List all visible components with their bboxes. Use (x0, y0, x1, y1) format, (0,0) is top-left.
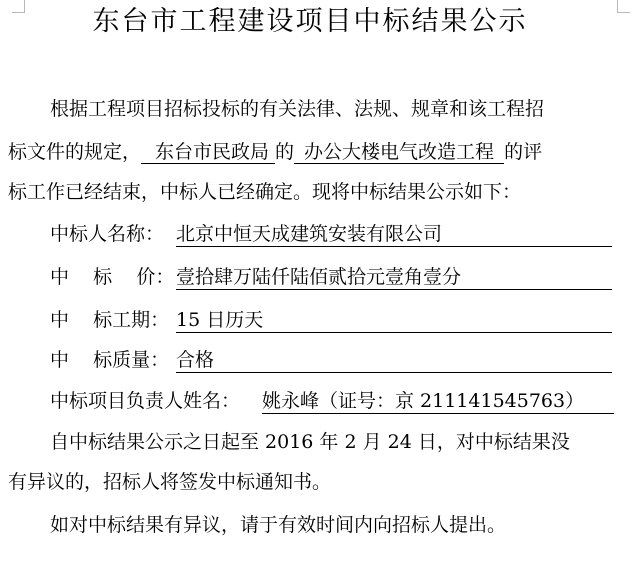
period-value-underline (176, 308, 612, 333)
quality-value-underline (176, 348, 612, 373)
tenderer-name: 东台市民政局 (141, 141, 275, 164)
intro-line-2-mid: 的 (275, 141, 295, 163)
winner-value-underline (176, 222, 612, 247)
manager-label: 中标项目负责人姓名： (50, 390, 241, 412)
period-label: 中 标工期： (50, 309, 170, 331)
period-value: 15 日历天 (176, 309, 264, 331)
intro-line-1: 根据工程项目招标投标的有关法律、法规、规章和该工程招 (50, 98, 545, 120)
notice-line-3: 如对中标结果有异议，请于有效时间内向招标人提出。 (50, 514, 507, 536)
quality-row (50, 348, 215, 372)
winner-row (50, 222, 443, 246)
intro-line-2 (8, 140, 542, 164)
intro-line-2-suffix: 的评 (504, 141, 543, 163)
quality-value: 合格 (176, 349, 215, 371)
price-value: 壹拾肆万陆仟陆佰贰拾元壹角壹分 (176, 266, 462, 288)
period-row (50, 308, 264, 332)
price-value-underline (176, 265, 612, 290)
winner-value: 北京中恒天成建筑安装有限公司 (176, 223, 443, 245)
document-title: 东台市工程建设项目中标结果公示 (92, 6, 528, 37)
price-row (50, 265, 462, 289)
manager-value: 姚永峰（证号：京 211141545763） (262, 390, 585, 412)
intro-line-2-prefix: 标文件的规定， (8, 141, 142, 163)
price-label: 中 标 价： (50, 266, 175, 288)
intro-line-3: 标工作已经结束，中标人已经确定。现将中标结果公示如下： (8, 181, 522, 203)
quality-label: 中 标质量： (50, 349, 170, 371)
notice-line-2: 有异议的，招标人将签发中标通知书。 (8, 471, 332, 493)
project-name: 办公大楼电气改造工程 (294, 141, 504, 164)
manager-value-underline (262, 389, 614, 414)
manager-row (50, 389, 585, 413)
winner-label: 中标人名称： (50, 223, 165, 245)
notice-line-1: 自中标结果公示之日起至 2016 年 2 月 24 日，对中标结果没 (50, 431, 570, 453)
